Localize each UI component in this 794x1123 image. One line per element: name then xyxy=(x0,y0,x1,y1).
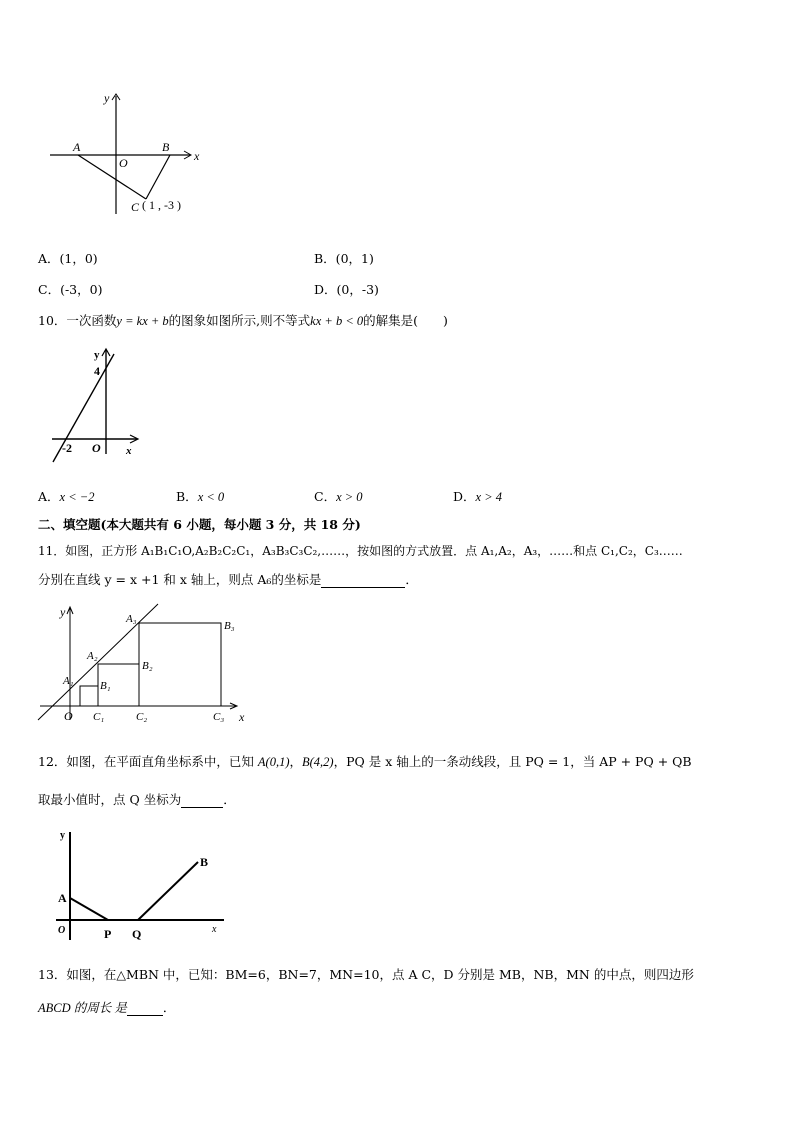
origin-label: O xyxy=(64,709,73,723)
point-c-label: C xyxy=(131,200,140,214)
point-a-label: A xyxy=(73,140,81,154)
q11-line2: 分别在直线 y = x +1 和 x 轴上，则点 A₆的坐标是 ． xyxy=(38,572,418,587)
b1-label: B₁ xyxy=(100,680,111,692)
point-c-coord: ( 1 , -3 ) xyxy=(142,198,181,212)
q12-figure xyxy=(52,826,232,946)
q10-prefix: 10．一次函数 xyxy=(38,313,117,328)
q10-option-a: A．x < −2 xyxy=(38,489,95,504)
b3-label: B₃ xyxy=(224,620,235,632)
point-p-label: P xyxy=(104,927,112,941)
option-a: A．(1，0) xyxy=(38,251,98,266)
q12-line2: 取最小值时，点 Q 坐标为 ． xyxy=(38,792,236,807)
segment-qb xyxy=(138,862,198,920)
q10-inequality: kx + b < 0 xyxy=(310,314,364,328)
c3-label: C₃ xyxy=(213,711,225,723)
q11-figure xyxy=(36,602,258,728)
x-label: x xyxy=(212,924,217,935)
y-label: y xyxy=(104,91,110,105)
q10-stem xyxy=(38,313,448,329)
point-b-coord: B(4,2) xyxy=(302,755,334,769)
point-b-label: B xyxy=(162,140,170,154)
q9-figure xyxy=(40,88,220,223)
segment-ap xyxy=(70,898,108,920)
option-c: C．(-3，0) xyxy=(38,282,103,297)
x-label: x xyxy=(194,149,200,163)
q10-graph xyxy=(42,344,152,469)
q10-option-c: C．x > 0 xyxy=(314,489,363,504)
a2-label: A₂ xyxy=(87,650,98,662)
point-b-label: B xyxy=(200,855,209,869)
c2-label: C₂ xyxy=(136,711,148,723)
q10-function: y = kx + b xyxy=(116,314,169,328)
segment-ac xyxy=(78,155,146,199)
origin-label: O xyxy=(119,156,128,170)
point-a-coord: A(0,1) xyxy=(257,755,290,769)
x-label: x xyxy=(239,710,245,724)
y-intercept-label: 4 xyxy=(94,364,100,378)
point-a-label: A xyxy=(58,891,67,905)
answer-blank[interactable] xyxy=(127,1003,163,1016)
c1-label: C₁ xyxy=(93,711,105,723)
q11-line1: 11．如图，正方形 A₁B₁C₁O,A₂B₂C₂C₁，A₃B₃C₃C₂,……，按如图的方式放置．点 A₁,A₂，A₃，……和点 C₁,C₂，C₃…… xyxy=(38,544,683,558)
option-d: D．(0，-3) xyxy=(314,282,379,297)
x-label: x xyxy=(126,445,132,457)
point-q-label: Q xyxy=(132,927,142,941)
q10-suffix: 的解集是( ) xyxy=(363,313,448,328)
y-label: y xyxy=(60,605,66,619)
q13-line1: 13．如图，在△MBN 中，已知：BM=6，BN=7，MN=10，点 A C，D 分别是 MB，NB，MN 的中点，则四边形 xyxy=(38,967,694,982)
x-intercept-label: -2 xyxy=(62,441,72,455)
q10-option-b: B．x < 0 xyxy=(176,489,225,504)
a3-label: A₃ xyxy=(126,613,137,625)
a1-label: A₁ xyxy=(63,675,74,687)
origin-label: O xyxy=(92,441,101,455)
q12-line1: 12．如图，在平面直角坐标系中，已知 A(0,1)，B(4,2)，PQ 是 x 轴上的一条动线段，且 PQ = 1，当 AP + PQ + QB xyxy=(38,754,692,769)
square-1 xyxy=(80,686,98,706)
y-label: y xyxy=(94,349,100,361)
answer-blank[interactable] xyxy=(321,575,405,588)
q10-option-d: D．x > 4 xyxy=(453,489,503,504)
origin-label: O xyxy=(58,925,66,936)
q10-mid: 的图象如图所示,则不等式 xyxy=(168,313,311,328)
segment-bc xyxy=(146,155,170,199)
section-heading: 二、填空题(本大题共有 6 小题，每小题 3 分，共 18 分) xyxy=(38,517,361,532)
y-label: y xyxy=(60,830,65,841)
b2-label: B₂ xyxy=(142,660,153,672)
option-b: B．(0，1) xyxy=(314,251,374,266)
answer-blank[interactable] xyxy=(181,795,223,808)
q13-line2: ABCD 的周长 是 ． xyxy=(38,1000,176,1015)
